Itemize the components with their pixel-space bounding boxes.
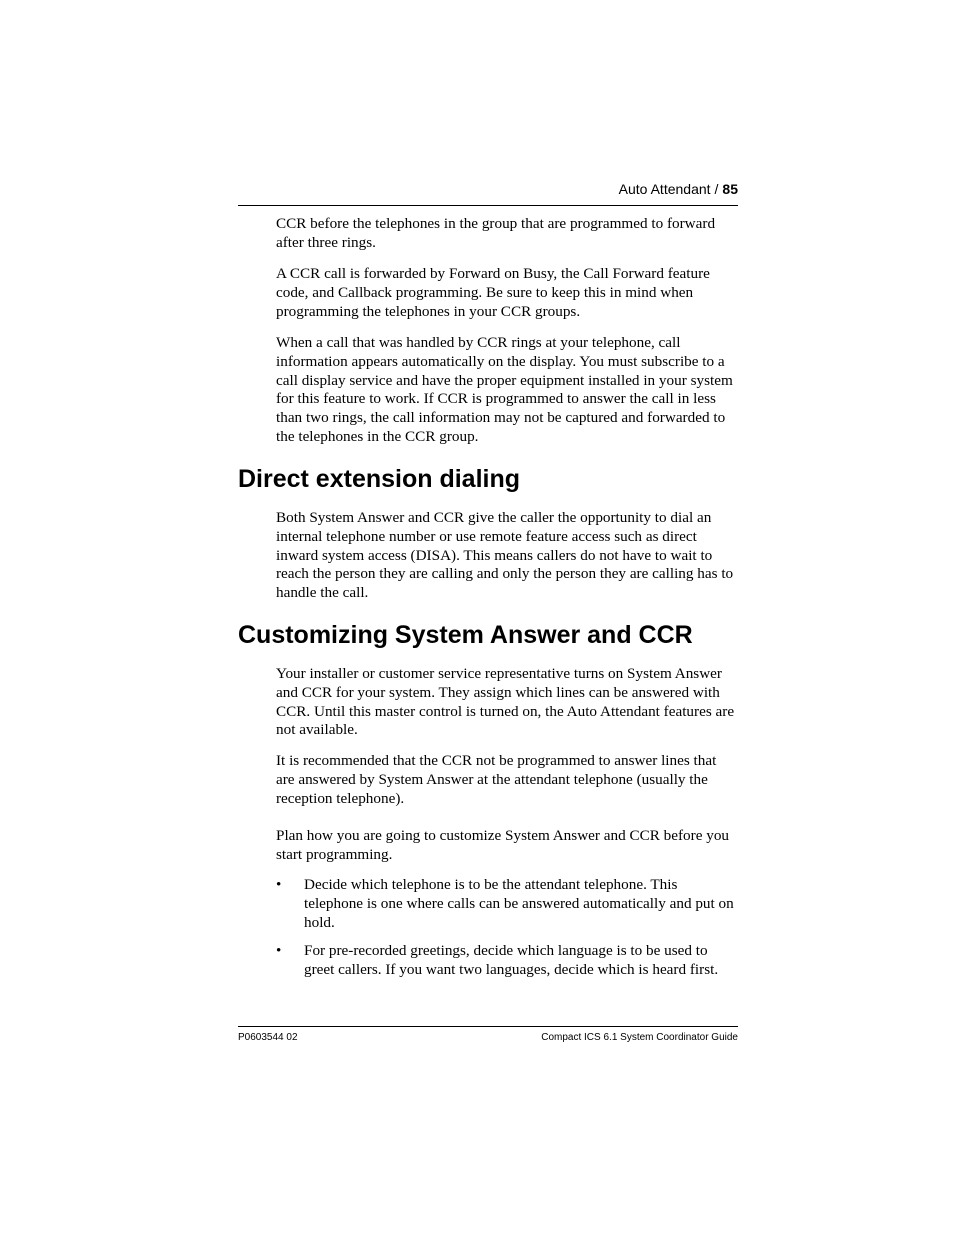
- header-separator: /: [714, 181, 719, 197]
- customizing-paragraph-3: Plan how you are going to customize System Answer and CCR before you start programming.: [276, 827, 730, 863]
- intro-paragraph-3: When a call that was handled by CCR rings at your telephone, call information appears automatically on the display. You must subscribe to a call display service and have the proper equipment installed in your system for this feature to work. If CCR is programmed to answer the call in less than two rings, the call information may not be captured and forwarded to the telephones in the CCR group.: [276, 334, 733, 445]
- bullet-text: For pre-recorded greetings, decide which language is to be used to greet callers. If you want two languages, decide which is heard first.: [304, 942, 719, 978]
- intro-paragraph-2: A CCR call is forwarded by Forward on Busy, the Call Forward feature code, and Callback programming. Be sure to keep this in mind when programming the telephones in your CCR groups.: [276, 265, 710, 320]
- page-number: 85: [722, 181, 738, 197]
- bullet-icon: •: [276, 876, 282, 893]
- bullet-item-greetings: [276, 942, 738, 980]
- bullet-icon: •: [276, 942, 282, 959]
- customizing-paragraph-1: Your installer or customer service representative turns on System Answer and CCR for your system. They assign which lines can be answered with CCR. Until this master control is turned on, the Auto Attendant features are not available.: [276, 665, 735, 739]
- footer-guide-title: Compact ICS 6.1 System Coordinator Guide: [541, 1032, 738, 1043]
- customizing-paragraph-2: It is recommended that the CCR not be programmed to answer lines that are answered by System Answer at the attendant telephone (usually the reception telephone).: [276, 752, 717, 807]
- bullet-text: Decide which telephone is to be the attendant telephone. This telephone is one where calls can be answered automatically and put on hold.: [304, 876, 734, 931]
- heading-direct-extension-dialing: Direct extension dialing: [238, 465, 521, 493]
- header-section-title: Auto Attendant: [618, 181, 711, 197]
- page-footer: [238, 1026, 738, 1043]
- heading-customizing-system-answer: Customizing System Answer and CCR: [238, 621, 693, 649]
- running-header: [619, 180, 738, 198]
- direct-extension-paragraph: Both System Answer and CCR give the caller the opportunity to dial an internal telephone number or use remote feature access such as direct inward system access (DISA). This means callers do not have to wait to reach the person they are calling and only the person they are calling has to handle the call.: [276, 509, 734, 602]
- footer-doc-number: P0603544 02: [238, 1032, 298, 1043]
- bullet-item-attendant: [276, 876, 738, 932]
- intro-paragraph-1: CCR before the telephones in the group that are programmed to forward after three rings.: [276, 215, 716, 251]
- page-header: [238, 180, 738, 206]
